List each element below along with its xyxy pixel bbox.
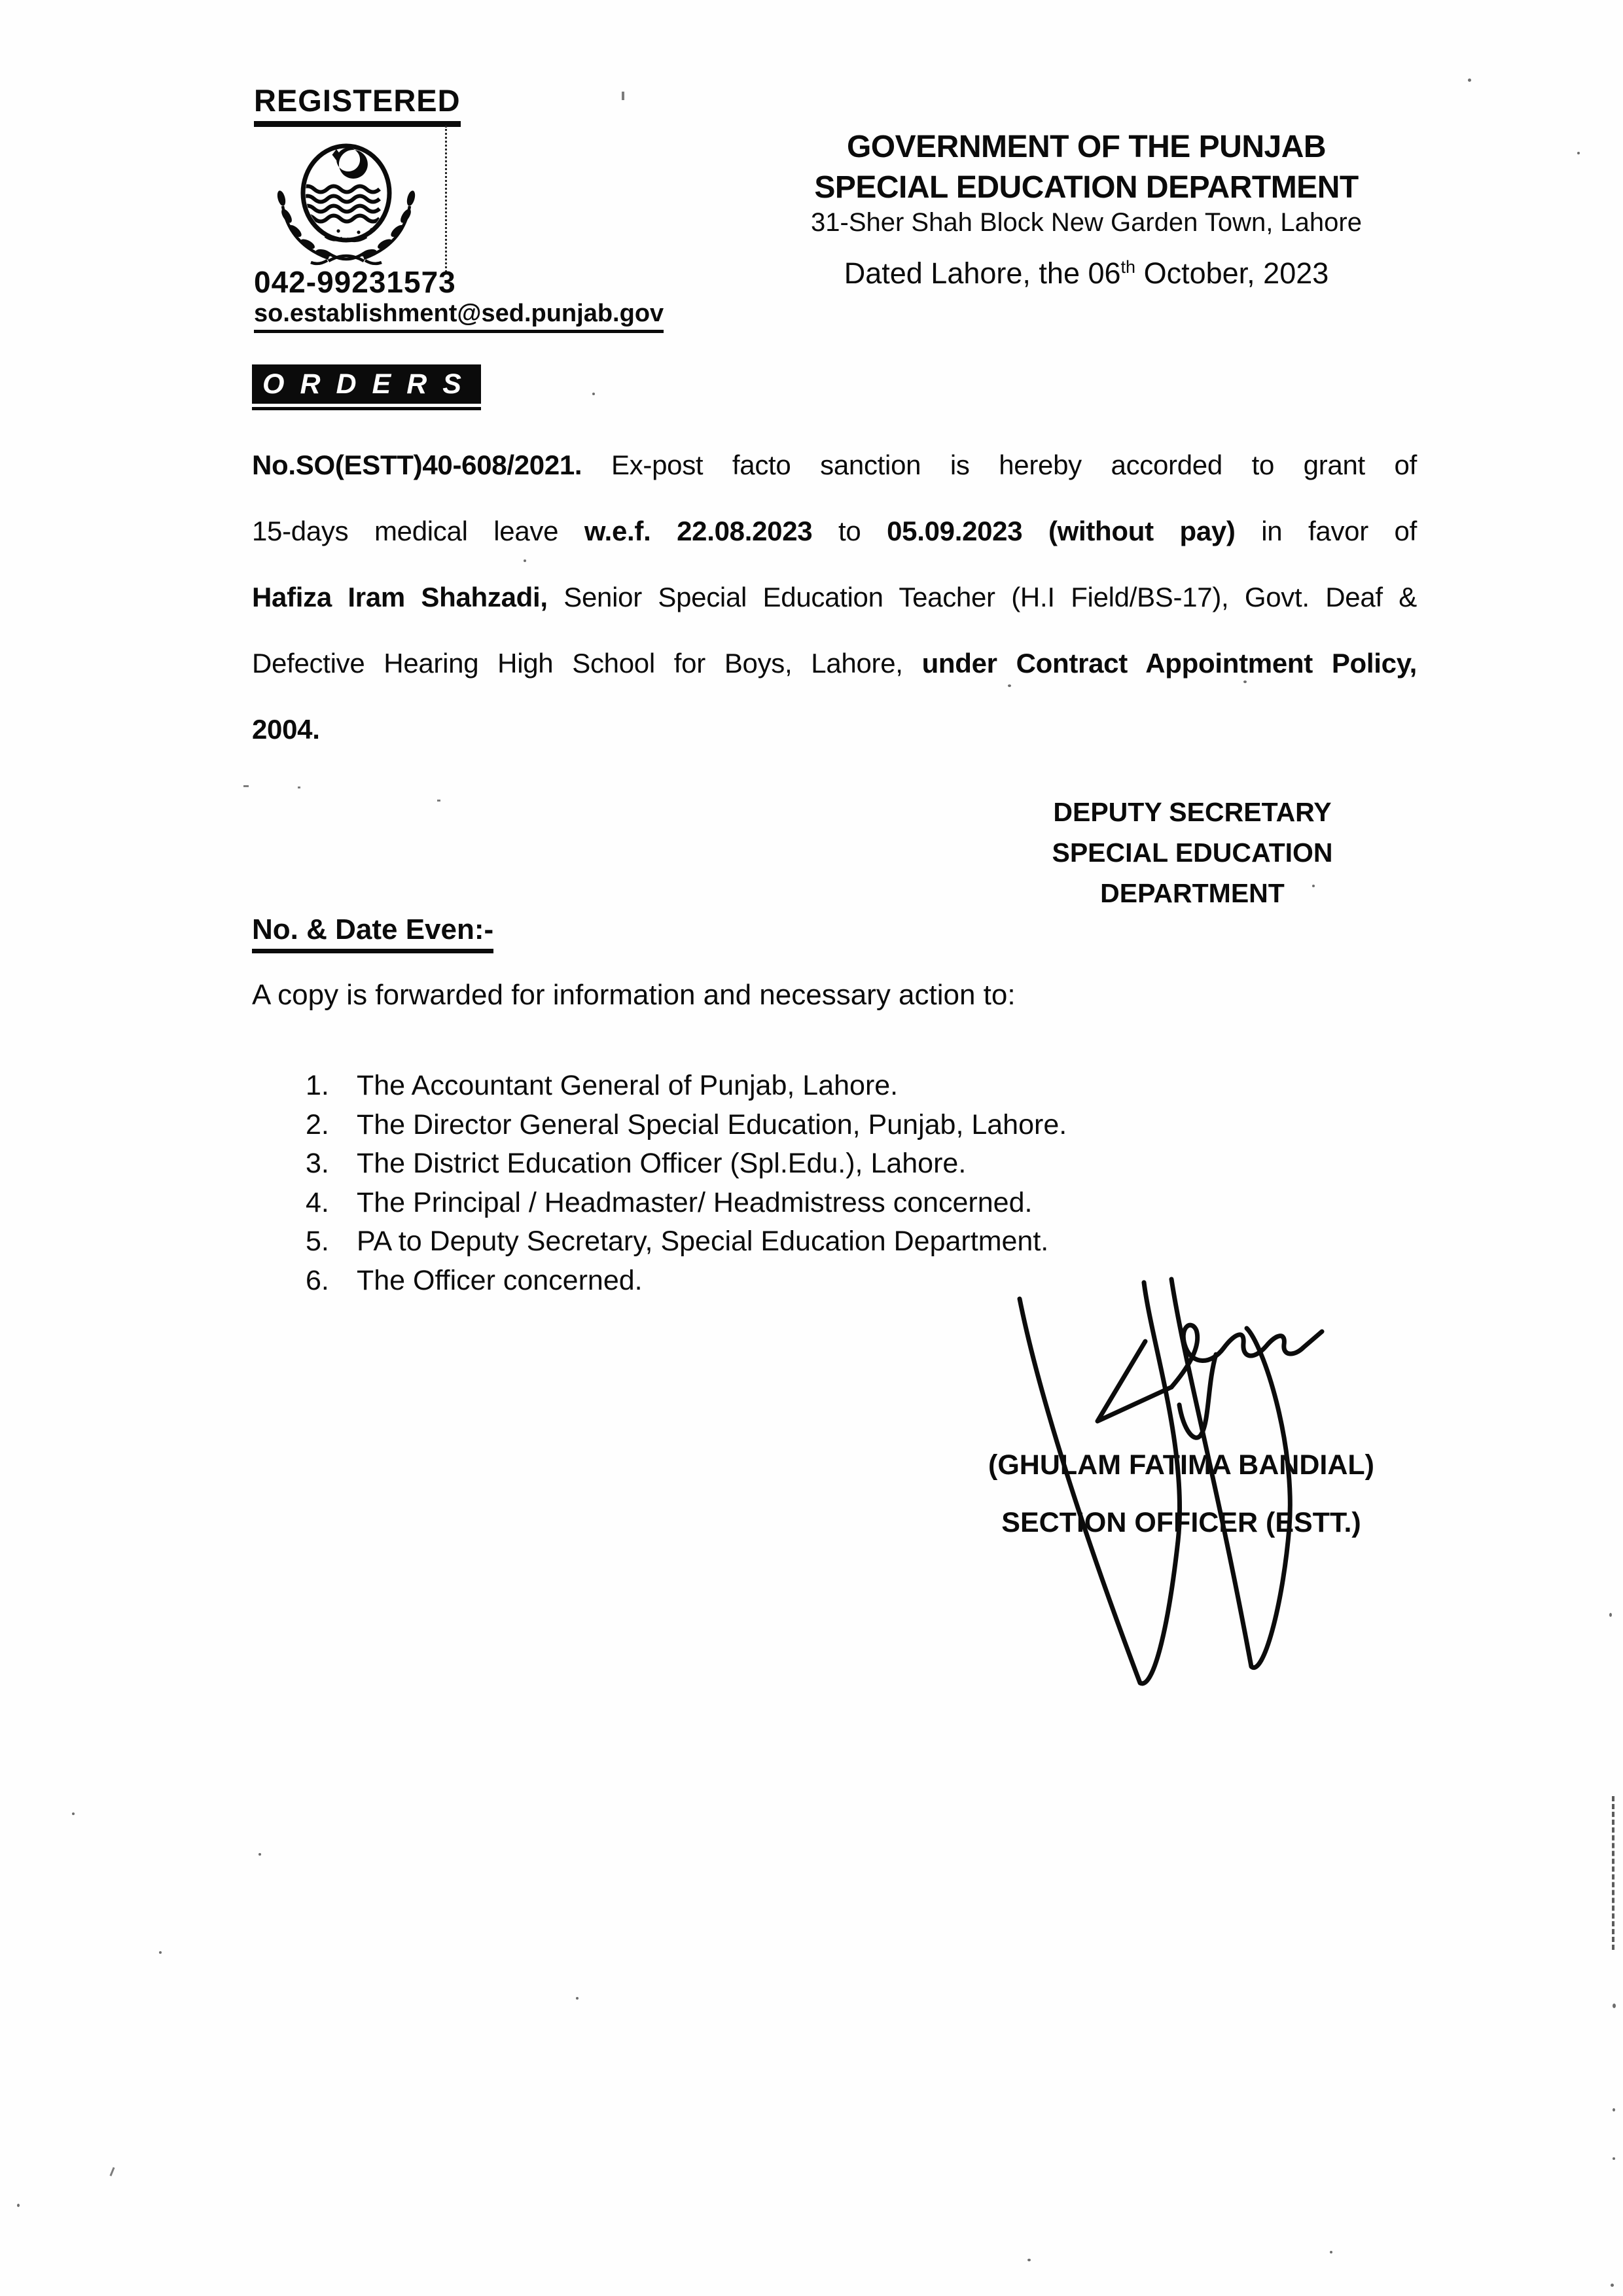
letterhead-header [759, 127, 1414, 293]
order-paragraph-line: Hafiza Iram Shahzadi, Senior Special Education Teacher (H.I Field/BS-17), Govt. Deaf & [252, 582, 1417, 612]
scan-speck [1008, 684, 1011, 687]
order-paragraph-line: No.SO(ESTT)40-608/2021. Ex-post facto sanction is hereby accorded to grant of [252, 450, 1417, 480]
registered-label: REGISTERED [254, 82, 461, 127]
scan-speck [298, 786, 300, 788]
signatory-title-1: DEPUTY SECRETARY [1053, 797, 1332, 827]
item-text: PA to Deputy Secretary, Special Education Department. [357, 1226, 1049, 1257]
item-number: 3. [306, 1148, 329, 1179]
scan-speck [1330, 2251, 1332, 2253]
department-line: SPECIAL EDUCATION DEPARTMENT [814, 170, 1359, 205]
item-number: 6. [306, 1264, 329, 1296]
orders-heading-underline [252, 364, 481, 410]
signatory-title-3: DEPARTMENT [1100, 878, 1285, 908]
item-text: The Principal / Headmaster/ Headmistress concerned. [357, 1186, 1033, 1218]
scan-speck [524, 559, 526, 562]
forwarding-line: A copy is forwarded for information and necessary action to: [252, 979, 1016, 1011]
copy-list-item [306, 1184, 1067, 1223]
no-date-even-label: No. & Date Even:- [252, 913, 493, 953]
scan-speck [1312, 885, 1315, 887]
scan-speck [1613, 2157, 1615, 2160]
copy-list [306, 1067, 1067, 1300]
signer-designation: SECTION OFFICER (ESTT.) [1001, 1507, 1361, 1538]
item-text: The Accountant General of Punjab, Lahore. [357, 1070, 899, 1101]
teacher-name: Hafiza Iram Shahzadi, [252, 582, 548, 612]
scan-speck [259, 1853, 261, 1856]
signatory-block [1022, 792, 1363, 913]
scan-speck [622, 92, 624, 100]
item-number: 5. [306, 1226, 329, 1257]
copy-list-item [306, 1222, 1067, 1262]
scan-speck [1027, 2259, 1031, 2261]
scan-speck [576, 1997, 579, 2000]
scan-speck [1613, 2108, 1615, 2111]
signer-name: (GHULAM FATIMA BANDIAL) [988, 1449, 1374, 1481]
copy-list-item [306, 1144, 1067, 1184]
item-number: 4. [306, 1186, 329, 1218]
scan-speck [1609, 1613, 1612, 1617]
signature-name-block [952, 1436, 1410, 1551]
scan-speck [1613, 2004, 1616, 2008]
scan-speck [17, 2204, 20, 2207]
scan-speck [159, 1951, 162, 1954]
scan-speck [1577, 152, 1580, 154]
item-text: The District Education Officer (Spl.Edu.), Lahore. [357, 1148, 967, 1179]
scan-artifact-edge-line [1612, 1796, 1614, 1950]
email-address: so.establishment@sed.punjab.gov [254, 300, 664, 333]
scan-speck [243, 785, 249, 787]
scan-speck [437, 800, 440, 802]
order-paragraph [252, 432, 1417, 762]
scan-speck [109, 2167, 115, 2176]
orders-heading: ORDERS [252, 364, 481, 404]
order-paragraph-line: 15-days medical leave w.e.f. 22.08.2023 to 05.09.2023 (without pay) in favor of [252, 516, 1417, 546]
date-line [759, 254, 1414, 293]
item-number: 2. [306, 1108, 329, 1140]
order-paragraph-line: Defective Hearing High School for Boys, Lahore, under Contract Appointment Policy, [252, 648, 1418, 679]
punjab-crest-icon [263, 133, 430, 267]
scan-speck [592, 393, 595, 395]
divider-dotted-line [445, 126, 447, 272]
order-number: No.SO(ESTT)40-608/2021. [252, 450, 582, 480]
copy-list-item [306, 1106, 1067, 1145]
government-line: GOVERNMENT OF THE PUNJAB [846, 130, 1327, 164]
scan-speck [1611, 2284, 1614, 2287]
phone-number: 042-99231573 [254, 265, 456, 299]
scan-speck [72, 1812, 75, 1815]
date-suffix: October, 2023 [1135, 256, 1329, 290]
copy-list-item [306, 1067, 1067, 1106]
order-paragraph-line: 2004. [252, 714, 320, 745]
item-number: 1. [306, 1070, 329, 1101]
address-line: 31-Sher Shah Block New Garden Town, Lahore [811, 208, 1362, 237]
copy-list-item [306, 1262, 1067, 1301]
scan-speck [1468, 79, 1471, 82]
scan-speck [1243, 680, 1247, 683]
date-ordinal: th [1120, 257, 1136, 277]
item-text: The Director General Special Education, Punjab, Lahore. [357, 1108, 1067, 1140]
signatory-title-2: SPECIAL EDUCATION [1052, 838, 1333, 868]
date-prefix: Dated Lahore, the 06 [844, 256, 1121, 290]
item-text: The Officer concerned. [357, 1264, 643, 1296]
